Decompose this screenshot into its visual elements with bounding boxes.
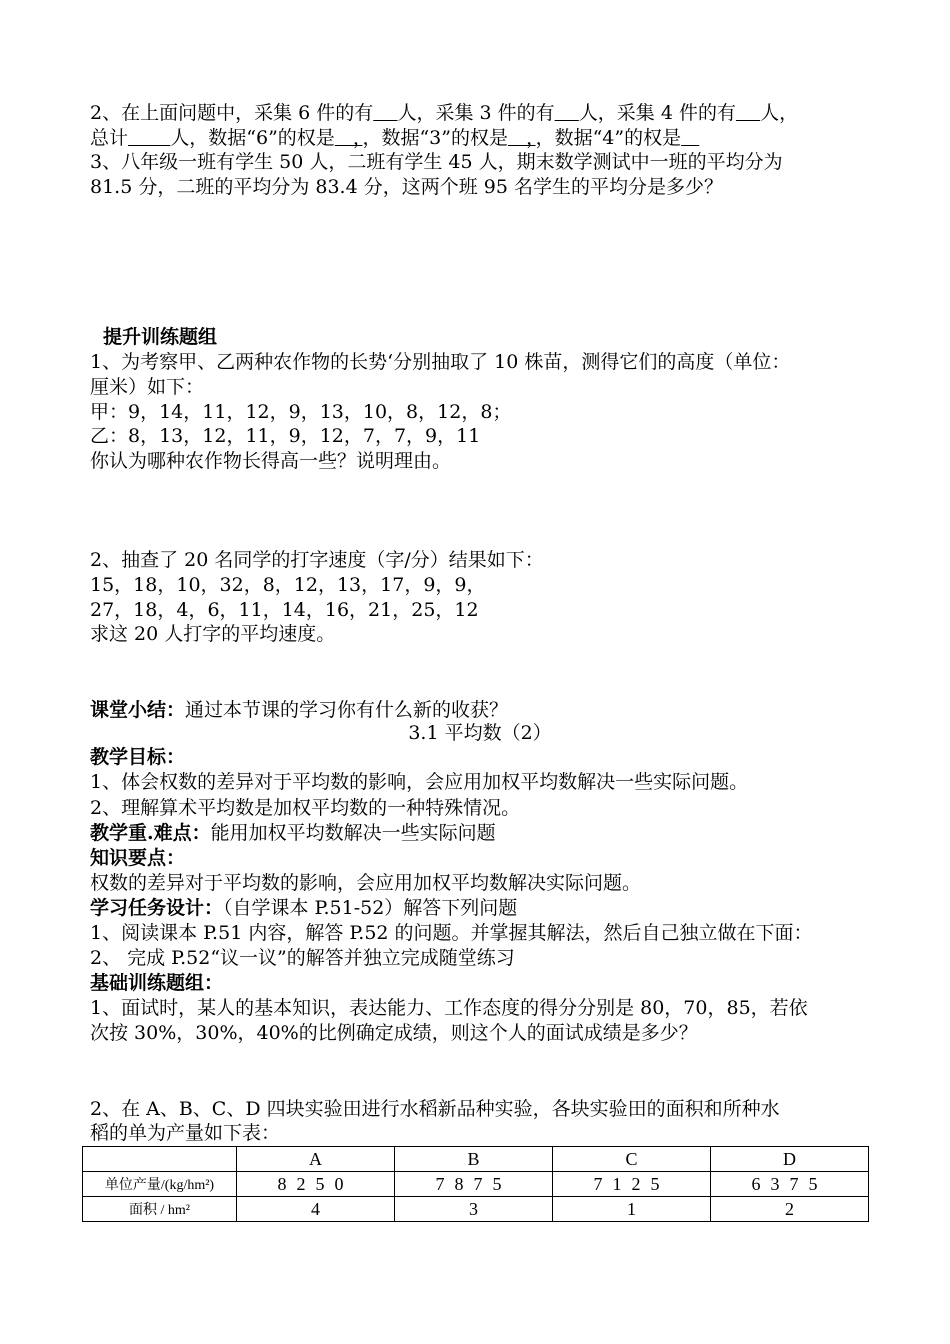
table-corner-cell — [83, 1147, 237, 1172]
table-header-a: A — [237, 1147, 395, 1172]
table-cell: 7875 — [395, 1172, 553, 1197]
q3-line2: 81.5 分，二班的平均分为 83.4 分，这两个班 95 名学生的平均分是多少？ — [90, 176, 723, 198]
blank-1 — [373, 102, 397, 124]
q2-line2-text-c: ，数据“3”的权是 — [362, 127, 508, 149]
q2-line1-text-c: 人，采集 4 件的有 — [578, 102, 736, 124]
table-header-c: C — [553, 1147, 711, 1172]
points-label: 知识要点： — [90, 847, 186, 869]
table-cell: 8250 — [237, 1172, 395, 1197]
summary-label: 课堂小结： — [90, 699, 186, 721]
q2-line1-text-a: 2、在上面问题中，采集 6 件的有 — [90, 102, 374, 124]
points-text: 权数的差异对于平均数的影响，会应用加权平均数解决实际问题。 — [90, 872, 642, 894]
blank-4 — [128, 127, 170, 149]
blank-3 — [736, 102, 760, 124]
table-header-b: B — [395, 1147, 553, 1172]
task-text: （自学课本 P.51-52）解答下列问题 — [223, 897, 518, 919]
advanced-heading: 提升训练题组 — [103, 326, 218, 348]
q2-line1-text-d: 人， — [760, 102, 799, 124]
table-cell: 4 — [237, 1197, 395, 1222]
blank-5: ， — [334, 127, 363, 149]
task-label: 学习任务设计： — [90, 897, 224, 919]
table-row-label-yield: 单位产量/(kg/hm²) — [83, 1172, 237, 1197]
lesson-title: 3.1 平均数（2） — [408, 722, 552, 744]
key-text: 能用加权平均数解决一些实际问题 — [210, 822, 496, 844]
adv-q2-data2: 27，18，4，6，11，14，16，21，25，12 — [90, 599, 479, 621]
basic-q1-line2: 次按 30%，30%，40%的比例确定成绩，则这个人的面试成绩是多少？ — [90, 1022, 698, 1044]
table-header-d: D — [711, 1147, 869, 1172]
adv-q1-jia: 甲：9，14，11，12，9，13，10，8，12，8； — [90, 401, 512, 423]
basic-q2-line1: 2、在 A、B、C、D 四块实验田进行水稻新品种实验，各块实验田的面积和所种水 — [90, 1098, 780, 1120]
table-header-row — [83, 1147, 869, 1172]
q3-line1: 3、八年级一班有学生 50 人，二班有学生 45 人，期末数学测试中一班的平均分为 — [90, 151, 783, 173]
q2-line1-text-b: 人，采集 3 件的有 — [397, 102, 555, 124]
table-cell: 2 — [711, 1197, 869, 1222]
task-1: 1、阅读课本 P.51 内容，解答 P.52 的问题。并掌握其解法，然后自己独立做在下面： — [90, 922, 813, 944]
table-cell: 3 — [395, 1197, 553, 1222]
task-line — [90, 896, 517, 920]
table-row — [83, 1197, 869, 1222]
blank-7 — [681, 127, 699, 149]
goals-label: 教学目标： — [90, 746, 186, 768]
table-cell: 1 — [553, 1197, 711, 1222]
adv-q2-data1: 15，18，10，32，8，12，13，17，9，9， — [90, 574, 486, 596]
blank-2 — [555, 102, 579, 124]
q2-line1 — [90, 101, 798, 125]
basic-q2-line2: 稻的单为产量如下表： — [90, 1122, 281, 1144]
key-label: 教学重.难点： — [90, 822, 211, 844]
table-cell: 7125 — [553, 1172, 711, 1197]
table-row-label-area: 面积 / hm² — [83, 1197, 237, 1222]
adv-q2-line1: 2、抽查了 20 名同学的打字速度（字/分）结果如下： — [90, 549, 544, 571]
yield-table — [82, 1146, 869, 1222]
basic-q1-line1: 1、面试时，某人的基本知识，表达能力、工作态度的得分分别是 80，70，85，若依 — [90, 997, 808, 1019]
adv-q1-line1: 1、为考察甲、乙两种农作物的长势‘分别抽取了 10 株苗，测得它们的高度（单位： — [90, 351, 791, 373]
adv-q1-question: 你认为哪种农作物长得高一些？说明理由。 — [90, 450, 452, 472]
task-2: 2、 完成 P.52“议一议”的解答并独立完成随堂练习 — [90, 947, 515, 969]
table-cell: 6375 — [711, 1172, 869, 1197]
basic-label: 基础训练题组： — [90, 972, 224, 994]
table-row — [83, 1172, 869, 1197]
adv-q1-line2: 厘米）如下： — [90, 376, 205, 398]
q2-line2-text-d: ，数据“4”的权是 — [535, 127, 682, 149]
q2-line2-text-a: 总计 — [90, 127, 129, 149]
blank-6: ， — [507, 127, 536, 149]
goal-1: 1、体会权数的差异对于平均数的影响，会应用加权平均数解决一些实际问题。 — [90, 771, 749, 793]
key-difficulty-line — [90, 821, 496, 845]
q2-line2 — [90, 126, 699, 150]
q2-line2-text-b: 人，数据“6”的权是 — [170, 127, 335, 149]
adv-q2-question: 求这 20 人打字的平均速度。 — [90, 623, 336, 645]
summary-line — [90, 698, 508, 722]
adv-q1-yi: 乙：8，13，12，11，9，12，7，7，9，11 — [90, 425, 481, 447]
summary-text: 通过本节课的学习你有什么新的收获？ — [185, 699, 509, 721]
goal-2: 2、理解算术平均数是加权平均数的一种特殊情况。 — [90, 797, 521, 819]
